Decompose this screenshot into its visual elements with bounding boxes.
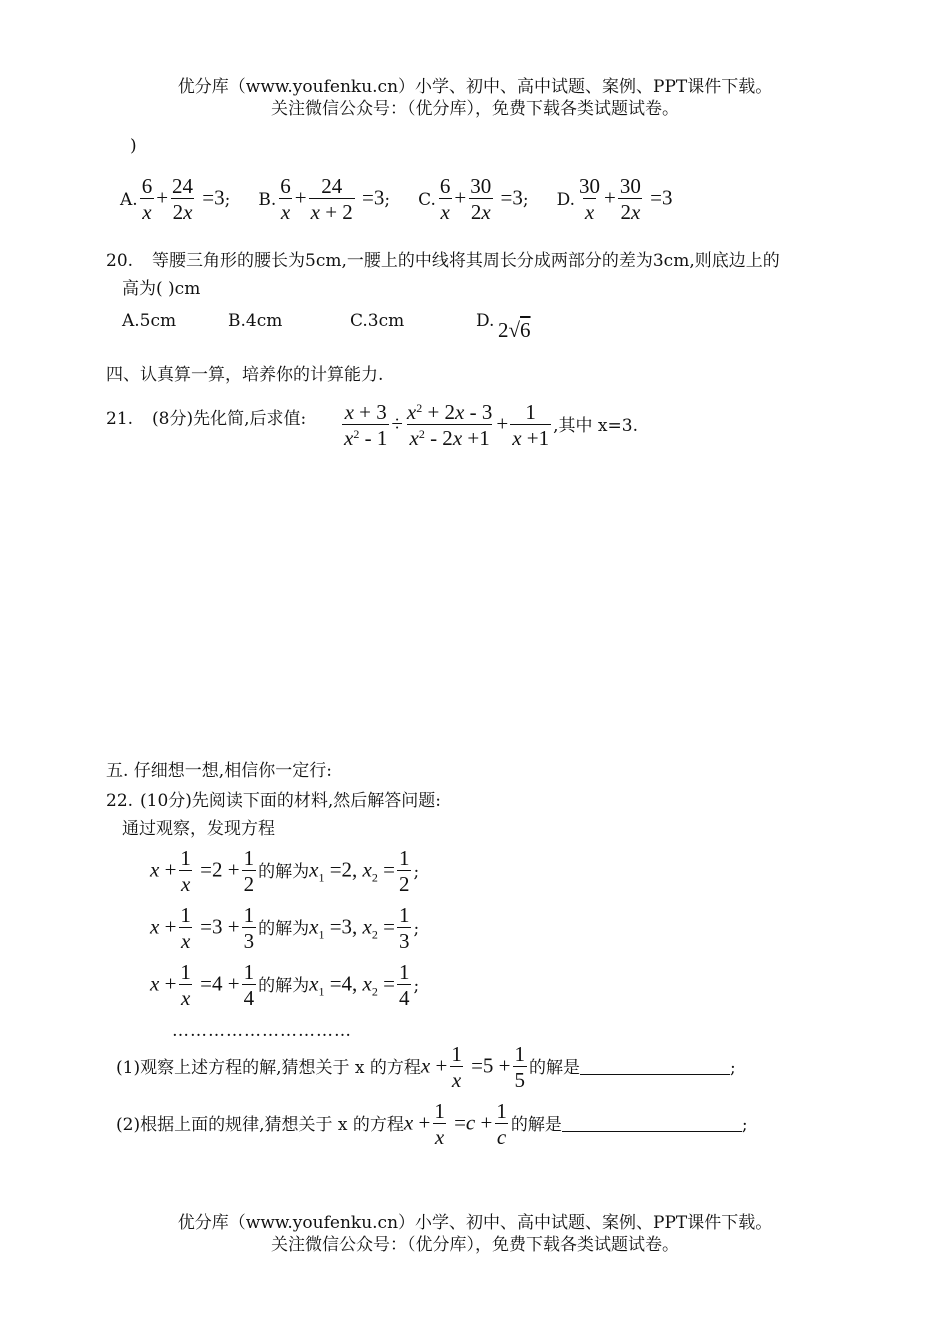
q22-ellipsis: ………………………… [172,1021,352,1041]
q22-text: (10分)先阅读下面的材料,然后解答问题: [140,791,442,811]
page-footer-line2: 关注微信公众号：（优分库），免费下载各类试题试卷。 [271,1235,679,1255]
q22-example-3: x + $\frac{1}{x}$ =4 + $\frac{1}{4}$ 的解为 $x_1 =4$, $x_2$ = $\frac{1}{4}$ ; [150,960,420,1010]
q19-sep-c: ; [522,189,529,210]
q19-option-a-label: A. [120,189,138,210]
q20-number: 20. [106,251,134,271]
q22-part-1-tail: 的解是 [529,1057,580,1078]
q22-part-1: (1)观察上述方程的解,猜想关于 x 的方程 x + $\frac{1}{x}$ =5 + $\frac{1}{5}$ 的解是 ; [116,1042,736,1092]
q19-option-b-label: B. [258,189,277,210]
q20-option-a: A.5cm [122,311,177,331]
page-header-line1: 优分库（www.youfenku.cn）小学、初中、高中试题、案例、PPT课件下载。 [177,77,773,97]
page-footer-line1: 优分库（www.youfenku.cn）小学、初中、高中试题、案例、PPT课件下载。 [177,1213,773,1233]
q19-sep-a: ; [224,189,231,210]
q19-option-a-formula: $\frac{6}{x}$ + $\frac{24}{2x}$ =3 [141,174,225,224]
q22-example-2: x + $\frac{1}{x}$ =3 + $\frac{1}{3}$ 的解为 $x_1 =3$, $x_2$ = $\frac{1}{3}$ ; [150,903,420,953]
q22-example-1: x + $\frac{1}{x}$ =2 + $\frac{1}{2}$ 的解为 $x_1 =2$, $x_2$ = $\frac{1}{2}$ ; [150,846,420,896]
q19-option-c-label: C. [418,189,436,210]
q19-option-b-formula: $\frac{6}{x}$ + $\frac{24}{x + 2}$ =3 [280,174,385,224]
q22-solve-word: 的解为 [258,918,310,939]
q20-text-line1: 等腰三角形的腰长为5cm,一腰上的中线将其周长分成两部分的差为3cm,则底边上的 [152,251,780,271]
q22-intro: 通过观察，发现方程 [122,819,275,839]
q22-semicolon: ; [741,1114,748,1135]
q20-option-d-label: D. [476,311,495,331]
q22-semicolon: ; [413,861,420,882]
q21-text: (8分)先化简,后求值: [152,409,307,429]
q22-part-2-text: (2)根据上面的规律,猜想关于 x 的方程 [116,1114,404,1135]
q22-solve-word: 的解为 [258,975,310,996]
q22-solve-word: 的解为 [258,861,310,882]
q20-text-line2: 高为( )cm [122,279,201,299]
q20-option-c: C.3cm [350,311,405,331]
q22-part-2-answer-blank[interactable] [562,1117,742,1132]
q19-close-paren: ) [130,136,137,156]
q20-option-b: B.4cm [228,311,283,331]
q19-option-d-label: D. [556,189,576,210]
q22-number: 22. [106,791,134,811]
q21-number: 21. [106,409,134,429]
page-header-line2: 关注微信公众号：（优分库），免费下载各类试题试卷。 [271,99,679,119]
q22-part-1-answer-blank[interactable] [580,1060,730,1075]
q22-semicolon: ; [413,975,420,996]
section-5-heading: 五. 仔细想一想,相信你一定行: [106,761,332,781]
q22-part-1-text: (1)观察上述方程的解,猜想关于 x 的方程 [116,1057,421,1078]
q20-option-d-formula: 2√6 [498,318,531,342]
q22-part-2-tail: 的解是 [510,1114,562,1135]
q22-part-2: (2)根据上面的规律,猜想关于 x 的方程 x + $\frac{1}{x}$ =c + $\frac{1}{c}$ 的解是 ; [116,1099,748,1149]
q19-option-c-formula: $\frac{6}{x}$ + $\frac{30}{2x}$ =3 [439,174,523,224]
q19-option-d-formula: $\frac{30}{x}$ + $\frac{30}{2x}$ =3 [579,174,673,224]
q19-options [120,174,672,225]
q19-sep-b: ; [384,189,391,210]
q21-tail: ,其中 x=3. [553,415,638,436]
q22-semicolon: ; [413,918,420,939]
q22-semicolon: ; [730,1057,736,1078]
q21-expression: $\frac{x + 3}{x^2 - 1}$ ÷ $\frac{x^2 + 2x - 3}{x^2 - 2x +1}$ + $\frac{1}{x +1}$ ,其中 x=3. [344,400,638,450]
section-4-heading: 四、认真算一算，培养你的计算能力. [106,365,384,385]
